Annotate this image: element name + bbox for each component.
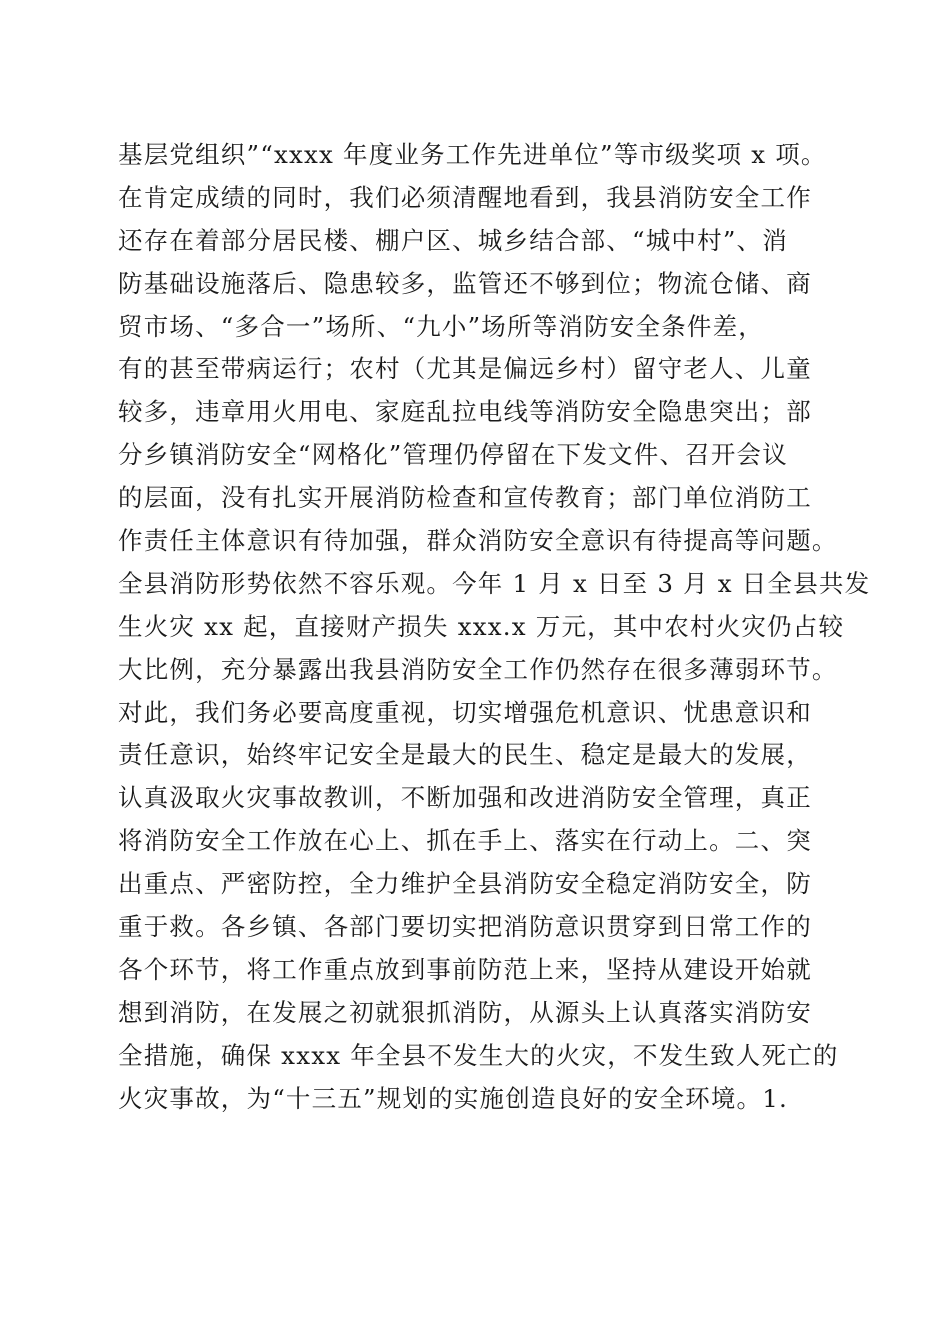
text-line: 重于救。各乡镇、各部门要切实把消防意识贯穿到日常工作的 <box>118 912 812 942</box>
text-line: 作责任主体意识有待加强，群众消防安全意识有待提高等问题。 <box>118 526 838 556</box>
text-line: 还存在着部分居民楼、棚户区、城乡结合部、“城中村”、消 <box>118 225 788 255</box>
text-line: 火灾事故，为“十三五”规划的实施创造良好的安全环境。1. <box>118 1083 789 1113</box>
text-line: 全县消防形势依然不容乐观。今年 1 月 x 日至 3 月 x 日全县共发 <box>118 568 871 598</box>
text-line: 贸市场、“多合一”场所、“九小”场所等消防安全条件差， <box>118 311 764 341</box>
text-line: 防基础设施落后、隐患较多，监管还不够到位；物流仓储、商 <box>118 268 812 298</box>
text-line: 分乡镇消防安全“网格化”管理仍停留在下发文件、召开会议 <box>118 440 788 470</box>
text-line: 对此，我们务必要高度重视，切实增强危机意识、忧患意识和 <box>118 697 812 727</box>
text-line: 大比例，充分暴露出我县消防安全工作仍然存在很多薄弱环节。 <box>118 654 838 684</box>
text-line: 将消防安全工作放在心上、抓在手上、落实在行动上。二、突 <box>118 826 812 856</box>
text-line: 各个环节，将工作重点放到事前防范上来，坚持从建设开始就 <box>118 954 812 984</box>
text-line: 在肯定成绩的同时，我们必须清醒地看到，我县消防安全工作 <box>118 182 812 212</box>
text-line: 认真汲取火灾事故教训，不断加强和改进消防安全管理，真正 <box>118 783 812 813</box>
text-line: 出重点、严密防控，全力维护全县消防安全稳定消防安全，防 <box>118 869 812 899</box>
text-line: 全措施，确保 xxxx 年全县不发生大的火灾，不发生致人死亡的 <box>118 1040 839 1070</box>
text-line: 较多，违章用火用电、家庭乱拉电线等消防安全隐患突出；部 <box>118 397 812 427</box>
text-line: 有的甚至带病运行；农村（尤其是偏远乡村）留守老人、儿童 <box>118 354 812 384</box>
text-line: 生火灾 xx 起，直接财产损失 xxx.x 万元，其中农村火灾仍占较 <box>118 611 845 641</box>
document-body-text <box>118 134 871 1120</box>
text-line: 基层党组织”“xxxx 年度业务工作先进单位”等市级奖项 x 项。 <box>118 140 827 169</box>
text-line: 想到消防，在发展之初就狠抓消防，从源头上认真落实消防安 <box>118 997 812 1027</box>
text-line: 责任意识，始终牢记安全是最大的民生、稳定是最大的发展， <box>118 740 812 770</box>
text-line: 的层面，没有扎实开展消防检查和宣传教育；部门单位消防工 <box>118 483 812 513</box>
